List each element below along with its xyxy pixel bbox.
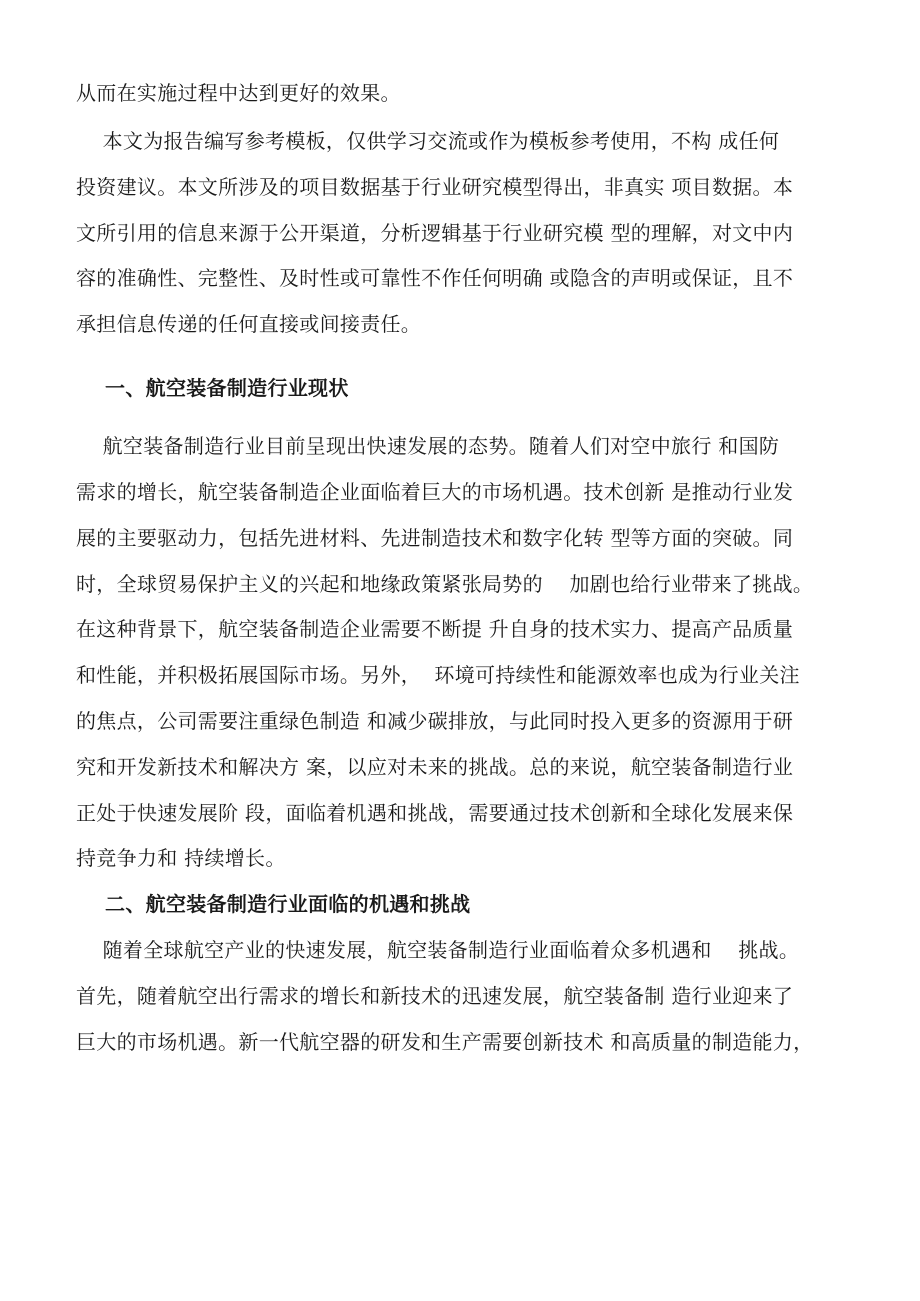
text-line: 在这种背景下，航空装备制造企业需要不断提 升自身的技术实力、提高产品质量: [76, 617, 794, 642]
text-line: 投资建议。本文所涉及的项目数据基于行业研究模型得出，非真实 项目数据。本: [76, 174, 794, 199]
text-line: 首先，随着航空出行需求的增长和新技术的迅速发展，航空装备制 造行业迎来了: [76, 983, 794, 1008]
text-line: 展的主要驱动力，包括先进材料、先进制造技术和数字化转 型等方面的突破。同: [76, 525, 794, 550]
text-line: 正处于快速发展阶 段，面临着机遇和挑战，需要通过技术创新和全球化发展来保: [76, 800, 794, 825]
text-line: 随着全球航空产业的快速发展，航空装备制造行业面临着众多机遇和 挑战。: [76, 937, 800, 962]
section-heading-1: 一、航空装备制造行业现状: [76, 376, 349, 401]
text-line: 和性能，并积极拓展国际市场。另外， 环境可持续性和能源效率也成为行业关注: [76, 663, 800, 688]
text-line: 文所引用的信息来源于公开渠道，分析逻辑基于行业研究模 型的理解，对文中内: [76, 220, 794, 245]
text-line: 航空装备制造行业目前呈现出快速发展的态势。随着人们对空中旅行 和国防: [76, 434, 780, 459]
text-line: 巨大的市场机遇。新一代航空器的研发和生产需要创新技术 和高质量的制造能力，: [76, 1029, 814, 1054]
text-line: 本文为报告编写参考模板，仅供学习交流或作为模板参考使用，不构 成任何: [76, 129, 780, 153]
text-line: 容的准确性、完整性、及时性或可靠性不作任何明确 或隐含的声明或保证，且不: [76, 266, 794, 291]
text-line: 承担信息传递的任何直接或间接责任。: [76, 312, 422, 337]
text-line: 的焦点，公司需要注重绿色制造 和减少碳排放，与此同时投入更多的资源用于研: [76, 708, 794, 733]
text-line: 究和开发新技术和解决方 案，以应对未来的挑战。总的来说，航空装备制造行业: [76, 754, 794, 779]
text-line: 时，全球贸易保护主义的兴起和地缘政策紧张局势的 加剧也给行业带来了挑战。: [76, 571, 814, 596]
document-page: [76, 81, 856, 1075]
section-heading-2: 二、航空装备制造行业面临的机遇和挑战: [76, 892, 471, 917]
text-line: 需求的增长，航空装备制造企业面临着巨大的市场机遇。技术创新 是推动行业发: [76, 479, 794, 504]
text-line: 持竞争力和 持续增长。: [76, 846, 286, 871]
text-line: 从而在实施过程中达到更好的效果。: [76, 81, 401, 105]
